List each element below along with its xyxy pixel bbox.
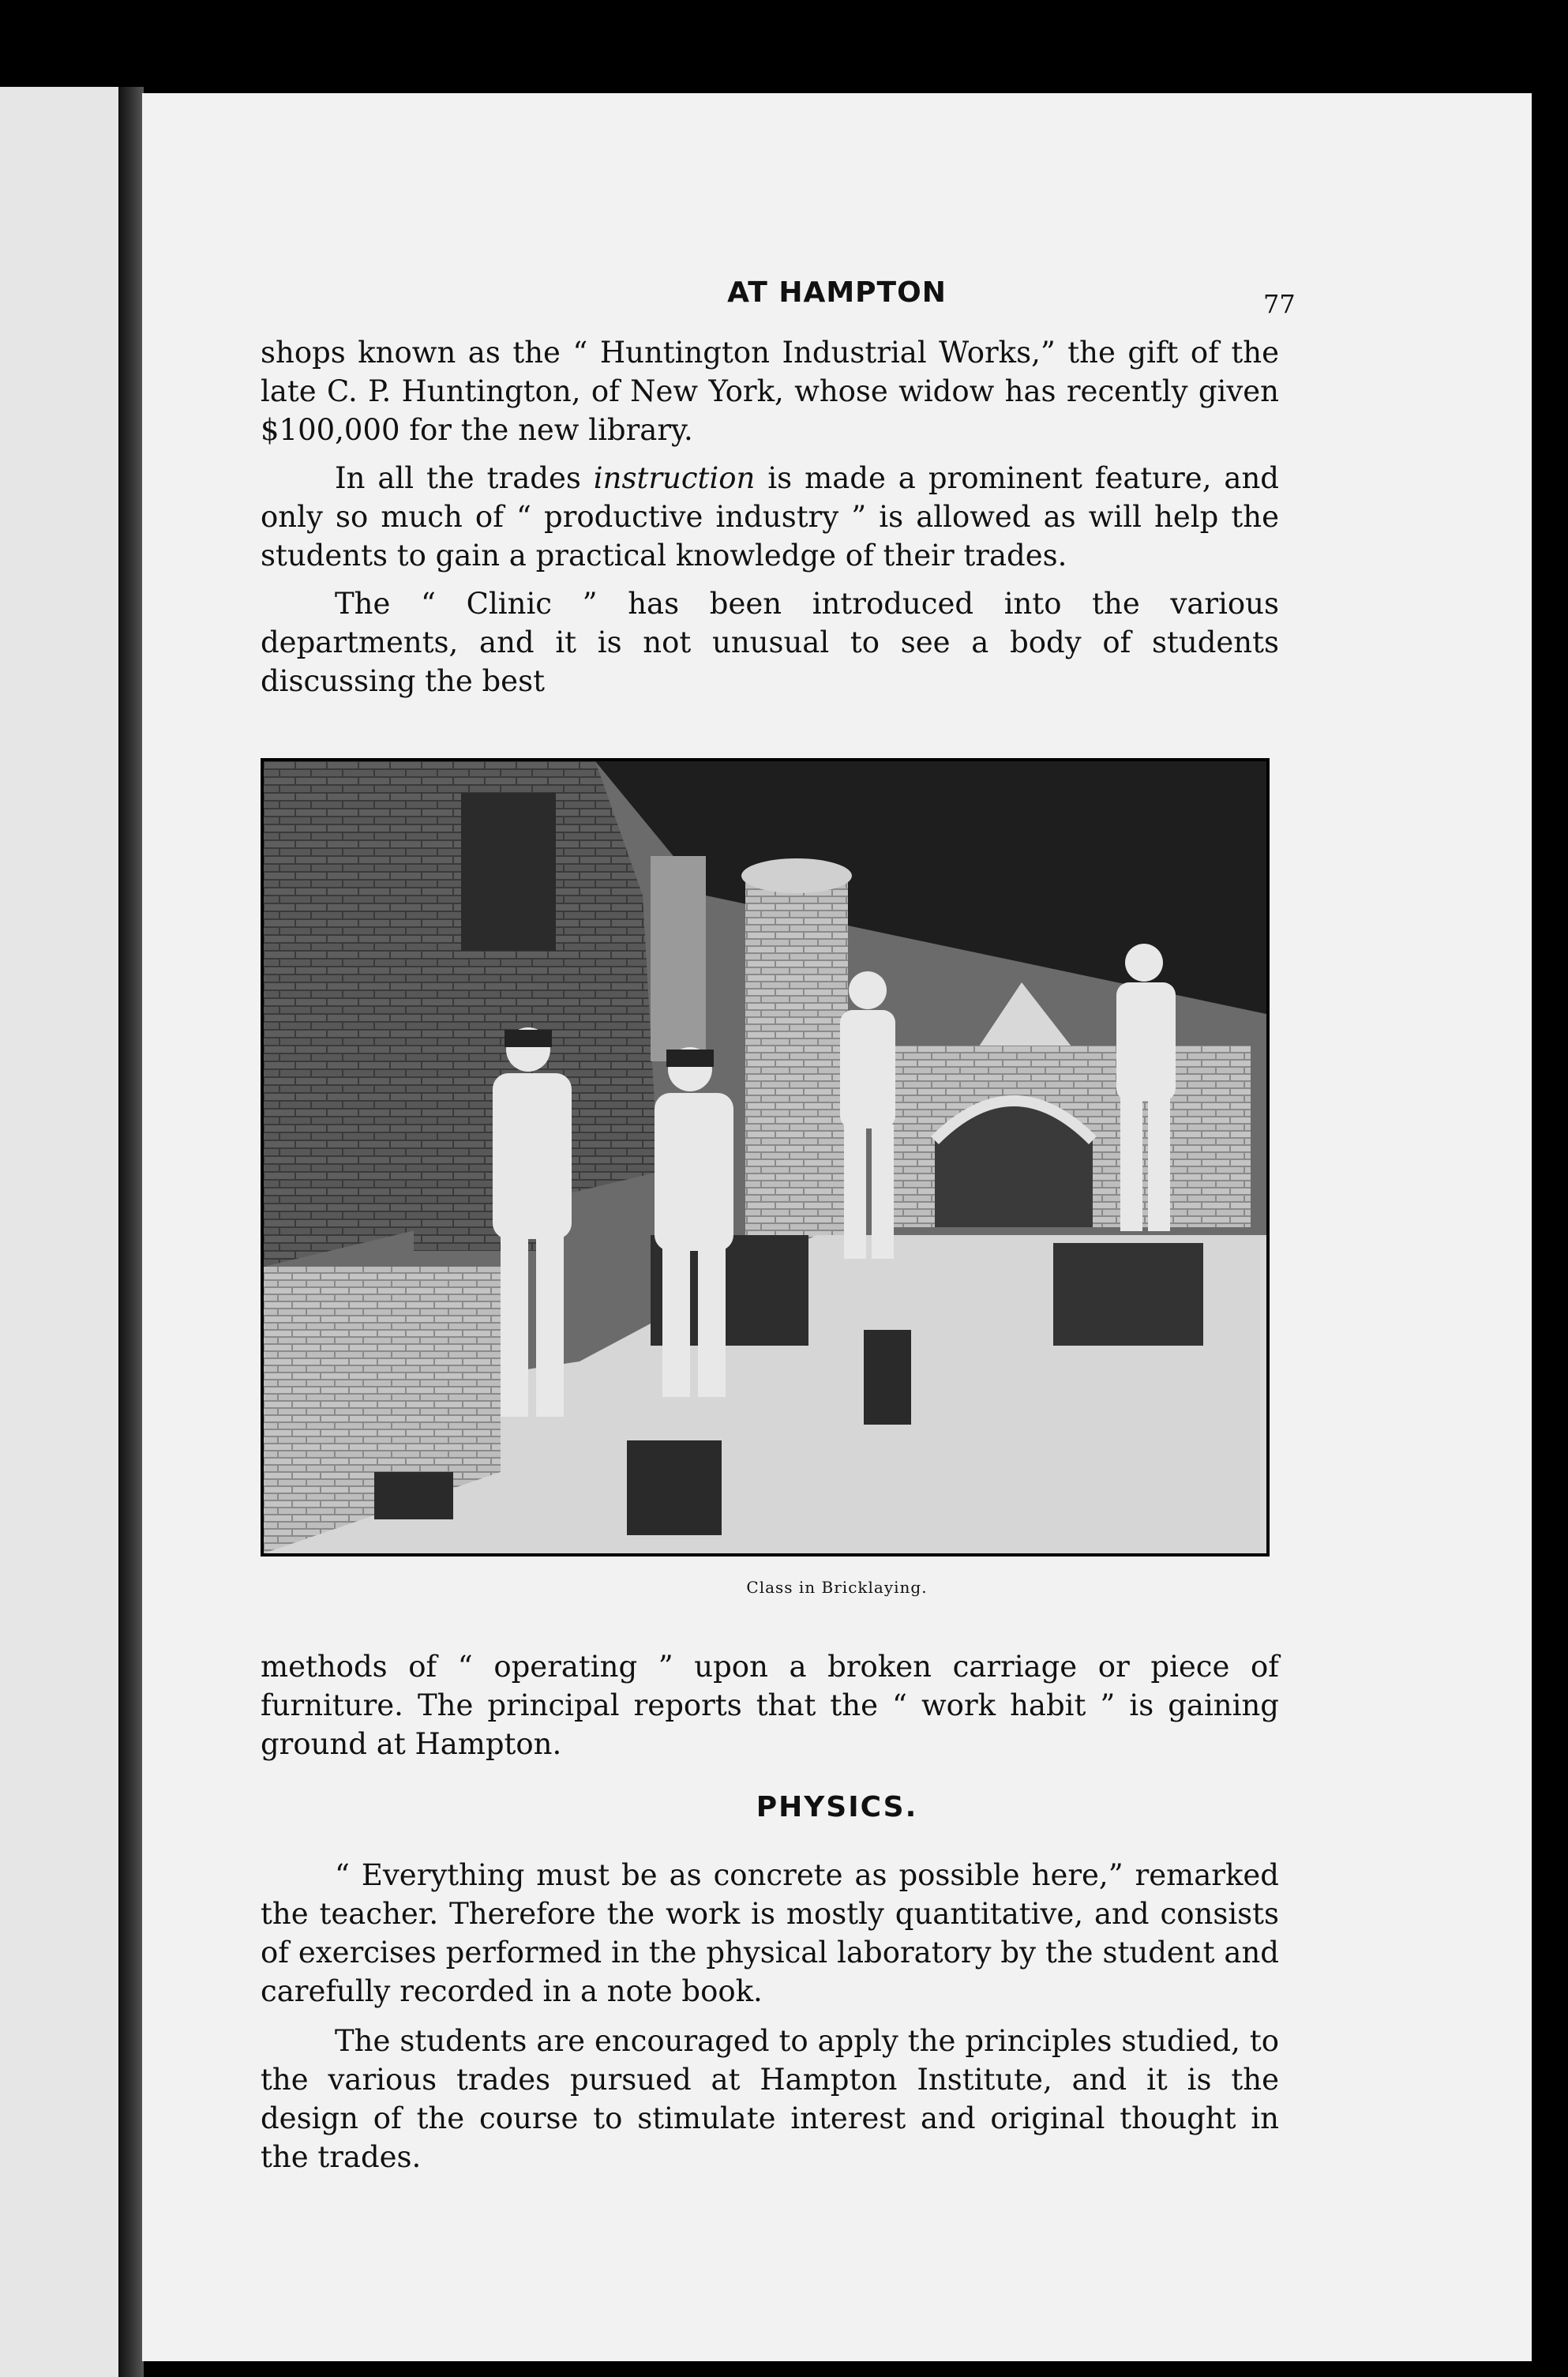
running-head: AT HAMPTON	[727, 276, 947, 309]
physics-text-block	[261, 1856, 1279, 2187]
photograph-bricklaying-class-icon	[264, 761, 1266, 1553]
paragraph-principles: The students are encouraged to apply the principles studied, to the various trades pursued at Hampton Institute, and it is the design of the course to stimulate interest and original thought in the trades.	[261, 2024, 1279, 2174]
continued-text-block	[261, 1647, 1279, 1773]
book-gutter	[118, 87, 144, 2377]
emphasis-instruction: instruction	[593, 461, 756, 495]
paragraph-concrete: “ Everything must be as concrete as possible here,” remarked the teacher. Therefore the work is mostly quantitative, and consists of exercises performed in the physical laboratory by the student and carefully recorded in a note book.	[261, 1858, 1279, 2008]
page-number: 77	[1263, 289, 1296, 319]
photo-caption: Class in Bricklaying.	[746, 1578, 928, 1597]
top-text-block	[261, 333, 1279, 710]
facing-page-edge	[0, 87, 118, 2377]
book-page	[142, 93, 1532, 2361]
paragraph-clinic: The “ Clinic ” has been introduced into the various departments, and it is not unusual to see a body of students discussing the best	[261, 587, 1279, 698]
bricklaying-photo	[261, 758, 1270, 1557]
paragraph-shops: shops known as the “ Huntington Industrial Works,” the gift of the late C. P. Huntington, of New York, whose widow has recently given $100,000 for the new library.	[261, 336, 1279, 447]
paragraph-trades: In all the trades instruction is made a prominent feature, and only so much of “ productive industry ” is allowed as will help the students to gain a practical knowledge of their trades.	[261, 461, 1279, 573]
paragraph-methods: methods of “ operating ” upon a broken carriage or piece of furniture. The principal reports that the “ work habit ” is gaining ground at Hampton.	[261, 1650, 1279, 1761]
section-heading-physics: PHYSICS.	[756, 1791, 918, 1823]
